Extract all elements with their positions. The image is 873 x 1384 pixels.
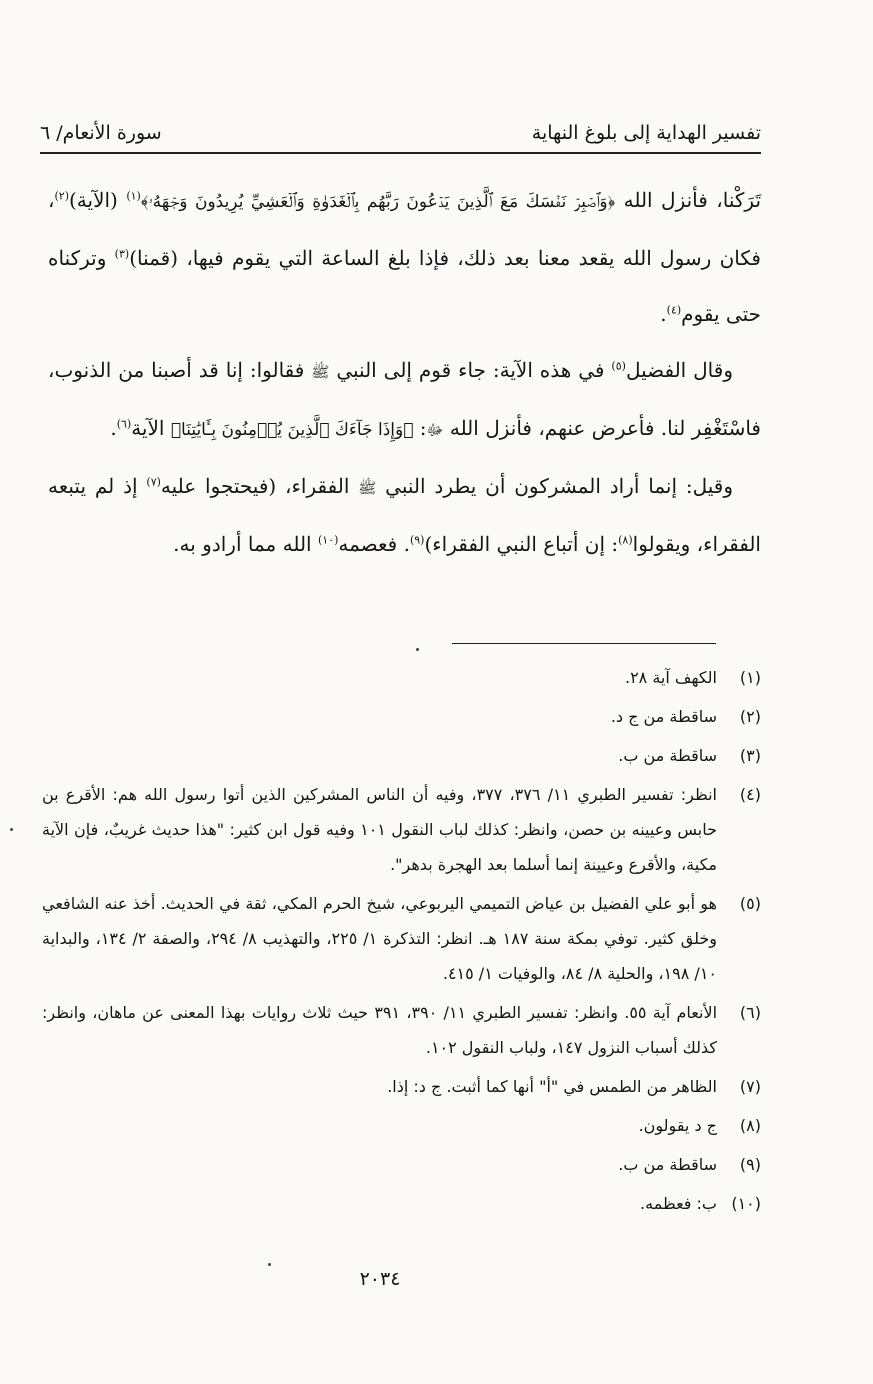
- text: وقال الفضيل: [625, 358, 733, 382]
- salutation-glyph: ﷺ: [358, 479, 377, 497]
- paragraph-3: [48, 458, 761, 572]
- scan-speck: [10, 828, 13, 831]
- footnote-number: (٢): [739, 707, 761, 726]
- footnote-number: (٦): [739, 1003, 761, 1022]
- footnote-ref: (٣): [114, 247, 130, 261]
- footnote-number: (١): [739, 668, 761, 687]
- text: : إن أتباع النبي الفقراء): [424, 532, 619, 556]
- footnote-number: (٧): [739, 1077, 761, 1096]
- text: (الآية): [68, 188, 127, 212]
- footnote-text: ساقطة من ج د.: [610, 707, 717, 726]
- text: .: [110, 416, 117, 440]
- footnote-text: ساقطة من ب.: [618, 1155, 717, 1174]
- quran-verse: ﴿وَإِذَا جَآءَكَ ٱلَّذِينَ يُؤۡمِنُونَ بِـَٔايَٰتِنَا﴾: [170, 420, 414, 440]
- text: في هذه الآية: جاء قوم إلى النبي: [329, 358, 612, 382]
- text: إذ لم يتبعه الفقراء، ويقولوا: [48, 474, 761, 556]
- footnote: [42, 738, 761, 773]
- footnote-text: ب: فعظمه.: [640, 1194, 717, 1213]
- footnote-ref: (٢): [54, 189, 69, 203]
- running-header: [40, 112, 761, 154]
- footnote: [42, 886, 761, 991]
- scan-speck: [268, 1263, 271, 1266]
- footnote-number: (٥): [739, 894, 761, 913]
- main-text: [48, 172, 761, 572]
- footnote-number: (٣): [739, 746, 761, 765]
- quran-verse: ﴿وَٱصۡبِرۡ نَفۡسَكَ مَعَ ٱلَّذِينَ يَدۡعُونَ رَبَّهُم بِٱلۡغَدَوٰةِ وَٱلۡعَشِيِّ يُرِيدُونَ وَجۡهَهُۥ﴾: [140, 192, 616, 212]
- text: . فعصمه: [338, 532, 410, 556]
- footnote: [42, 1069, 761, 1104]
- footnote: [42, 777, 761, 882]
- footnote-text: هو أبو علي الفضيل بن عياض التميمي اليربوعي، شيخ الحرم المكي، ثقة في الحديث. أخذ عنه الشافعي وخلق كثير. توفي بمكة سنة ١٨٧ هـ. انظر: التذكرة ١/ ٢٢٥، والتهذيب ٨/ ٢٩٤، والصفة ٢/ ١٣٤، والبداية ١٠/ ١٩٨، والحلية ٨/ ٨٤، والوفيات ١/ ٤١٥.: [42, 894, 717, 983]
- text: ، فكان رسول الله يقعد معنا بعد ذلك، فإذا بلغ الساعة التي يقوم فيها، (قمنا): [48, 188, 761, 270]
- footnote-text: ج د يقولون.: [638, 1116, 717, 1135]
- surah-label: سورة الأنعام/ ٦: [40, 122, 162, 144]
- paragraph-2: [48, 342, 761, 458]
- footnote-divider: [452, 643, 716, 644]
- footnote-text: الظاهر من الطمس في "أ" أنها كما أثبت. ج د: إذا.: [387, 1077, 717, 1096]
- footnote-ref: (٦): [116, 417, 132, 431]
- footnotes: [42, 660, 761, 1225]
- salutation-glyph: ﷻ: [426, 421, 444, 439]
- footnote: [42, 1108, 761, 1143]
- footnote-ref: (١٠): [317, 533, 339, 547]
- text: :: [413, 416, 427, 440]
- footnote-text: انظر: تفسير الطبري ١١/ ٣٧٦، ٣٧٧، وفيه أن الناس المشركين الذين أتوا رسول الله هم: الأقرع بن حابس وعيينه بن حصن، وانظر: كذلك لباب النقول ١٠١ وفيه قول ابن كثير: "هذا حديث غريبٌ، فإن الآية مكية، والأقرع وعيينة إنما أسلما بعد الهجرة بدهر".: [42, 785, 718, 874]
- footnote-number: (١٠): [731, 1194, 761, 1213]
- footnote-text: ساقطة من ب.: [618, 746, 717, 765]
- text: تَرَكْنا، فأنزل الله: [615, 188, 762, 212]
- text: .: [660, 302, 667, 326]
- book-title: تفسير الهداية إلى بلوغ النهاية: [531, 122, 761, 144]
- footnote: [42, 1147, 761, 1182]
- text: فقالوا: إنا قد أصبنا من الذنوب، فاسْتَغْفِر لنا. فأعرض عنهم، فأنزل الله: [48, 358, 761, 440]
- text: وقيل: إنما أراد المشركون أن يطرد النبي: [376, 474, 733, 498]
- footnote-number: (٨): [739, 1116, 761, 1135]
- scan-speck: [416, 648, 419, 651]
- footnote: [42, 1186, 761, 1221]
- salutation-glyph: ﷺ: [311, 363, 330, 381]
- footnote: [42, 995, 761, 1065]
- paragraph-1: [48, 172, 761, 342]
- text: الآية: [131, 416, 171, 440]
- footnote-text: الأنعام آية ٥٥. وانظر: تفسير الطبري ١١/ ٣٩٠، ٣٩١ حيث ثلاث روايات بهذا المعنى عن ماهان، وانظر: كذلك أسباب النزول ١٤٧، ولباب النقول ١٠٢.: [42, 1003, 718, 1057]
- page-number: ٢٠٣٤: [359, 1268, 401, 1290]
- footnote-number: (٤): [739, 785, 761, 804]
- footnote-ref: (٧): [146, 475, 161, 489]
- footnote-text: الكهف آية ٢٨.: [624, 668, 717, 687]
- text: الفقراء، (فيحتجوا عليه: [160, 474, 359, 498]
- footnote-ref: (٥): [611, 359, 626, 373]
- footnote-number: (٩): [739, 1155, 761, 1174]
- footnote-ref: (٨): [618, 533, 633, 547]
- footnote: [42, 660, 761, 695]
- footnote-ref: (١): [126, 189, 141, 203]
- text: الله مما أرادو به.: [173, 532, 318, 556]
- footnote-ref: (٩): [409, 533, 425, 547]
- footnote: [42, 699, 761, 734]
- text: وتركناه حتى يقوم: [48, 246, 761, 326]
- footnote-ref: (٤): [666, 303, 682, 317]
